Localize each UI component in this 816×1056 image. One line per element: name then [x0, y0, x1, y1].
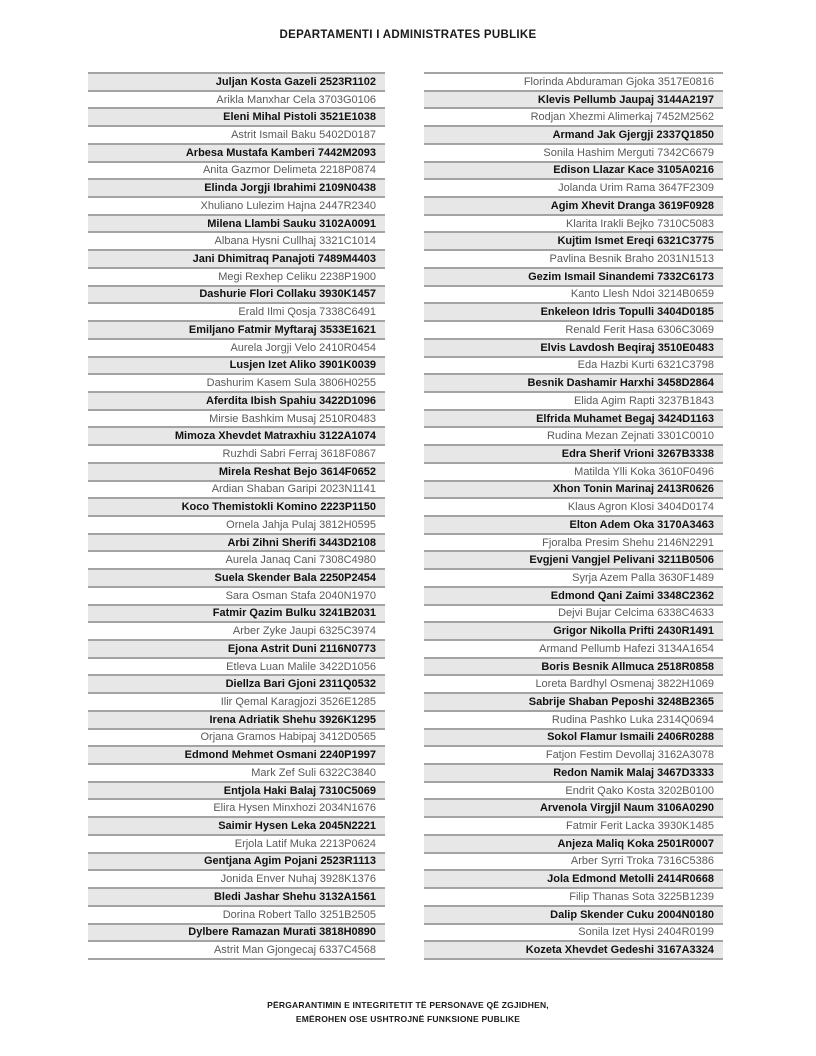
person-entry: Entjola Haki Balaj 7310C5069	[223, 784, 376, 797]
person-entry: Besnik Dashamir Harxhi 3458D2864	[527, 377, 714, 390]
person-entry: Klevis Pellumb Jaupaj 3144A2197	[537, 93, 714, 106]
list-item	[424, 692, 723, 710]
person-entry: Elira Hysen Minxhozi 2034N1676	[213, 802, 376, 815]
footer-line-1: PËRGARANTIMIN E INTEGRITETIT TË PERSONAVE QË ZGJIDHEN,	[267, 1000, 549, 1010]
person-entry: Dashurim Kasem Sula 3806H0255	[206, 377, 376, 390]
person-entry: Gentjana Agim Pojani 2523R1113	[203, 855, 376, 868]
list-item	[88, 692, 385, 710]
list-item	[88, 249, 385, 267]
person-entry: Koco Themistokli Komino 2223P1150	[181, 501, 376, 514]
person-entry: Redon Namik Malaj 3467D3333	[553, 766, 714, 779]
list-item	[88, 940, 385, 958]
person-entry: Arbi Zihni Sherifi 3443D2108	[227, 536, 376, 549]
person-entry: Etleva Luan Malile 3422D1056	[226, 660, 376, 673]
list-item	[424, 267, 723, 285]
person-entry: Sonila Izet Hysi 2404R0199	[578, 926, 714, 939]
person-entry: Armand Pellumb Hafezi 3134A1654	[539, 642, 714, 655]
person-entry: Armand Jak Gjergji 2337Q1850	[552, 129, 714, 142]
list-item	[88, 710, 385, 728]
list-item	[88, 745, 385, 763]
name-list-left-column	[88, 72, 385, 960]
list-item	[424, 728, 723, 746]
list-item	[424, 178, 723, 196]
list-item	[424, 373, 723, 391]
page-footer	[0, 998, 816, 1026]
person-entry: Dejvi Bujar Celcima 6338C4633	[558, 607, 714, 620]
list-item	[424, 462, 723, 480]
list-item	[88, 285, 385, 303]
person-entry: Xhuliano Lulezim Hajna 2447R2340	[200, 199, 376, 212]
person-entry: Edmond Mehmet Osmani 2240P1997	[184, 749, 376, 762]
list-item	[88, 887, 385, 905]
person-entry: Agim Xhevit Dranga 3619F0928	[550, 199, 714, 212]
list-item	[88, 178, 385, 196]
list-item	[424, 302, 723, 320]
person-entry: Kujtim Ismet Ereqi 6321C3775	[557, 235, 714, 248]
list-item	[88, 426, 385, 444]
person-entry: Eda Hazbi Kurti 6321C3798	[577, 359, 714, 372]
list-item	[88, 586, 385, 604]
person-entry: Sabrije Shaban Peposhi 3248B2365	[528, 696, 714, 709]
person-entry: Elinda Jorgji Ibrahimi 2109N0438	[204, 182, 376, 195]
person-entry: Anjeza Maliq Koka 2501R0007	[557, 837, 714, 850]
person-entry: Megi Rexhep Celiku 2238P1900	[218, 270, 376, 283]
list-item	[424, 143, 723, 161]
name-list-right-column	[424, 72, 723, 960]
list-item	[88, 763, 385, 781]
person-entry: Elida Agim Rapti 3237B1843	[573, 394, 714, 407]
list-item	[88, 373, 385, 391]
person-entry: Dorina Robert Tallo 3251B2505	[222, 908, 376, 921]
list-item	[88, 515, 385, 533]
person-entry: Milena Llambi Sauku 3102A0091	[207, 217, 376, 230]
person-entry: Loreta Bardhyl Osmenaj 3822H1069	[535, 678, 714, 691]
list-item	[424, 320, 723, 338]
list-item	[88, 267, 385, 285]
list-item	[424, 214, 723, 232]
person-entry: Erald Ilmi Qosja 7338C6491	[238, 306, 376, 319]
person-entry: Rudina Pashko Luka 2314Q0694	[551, 713, 714, 726]
list-item	[88, 816, 385, 834]
person-entry: Mirela Reshat Bejo 3614F0652	[218, 465, 376, 478]
list-item	[424, 639, 723, 657]
person-entry: Arber Syrri Troka 7316C5386	[570, 855, 714, 868]
person-entry: Aurela Janaq Cani 7308C4980	[225, 554, 376, 567]
list-item	[88, 214, 385, 232]
list-item	[88, 90, 385, 108]
person-entry: Ruzhdi Sabri Ferraj 3618F0867	[222, 447, 376, 460]
person-entry: Mimoza Xhevdet Matraxhiu 3122A1074	[174, 430, 376, 443]
person-entry: Grigor Nikolla Prifti 2430R1491	[553, 625, 714, 638]
person-entry: Edison Llazar Kace 3105A0216	[553, 164, 714, 177]
person-entry: Albana Hysni Cullhaj 3321C1014	[214, 235, 376, 248]
person-entry: Elvis Lavdosh Beqiraj 3510E0483	[540, 341, 714, 354]
person-entry: Arbesa Mustafa Kamberi 7442M2093	[185, 146, 376, 159]
person-entry: Erjola Latif Muka 2213P0624	[234, 837, 376, 850]
person-entry: Ilir Qemal Karagjozi 3526E1285	[220, 696, 376, 709]
person-entry: Boris Besnik Allmuca 2518R0858	[541, 660, 714, 673]
list-item	[88, 674, 385, 692]
person-entry: Rudina Mezan Zejnati 3301C0010	[547, 430, 714, 443]
list-item	[424, 196, 723, 214]
list-item	[424, 798, 723, 816]
list-item	[424, 533, 723, 551]
list-item	[88, 869, 385, 887]
list-item	[88, 728, 385, 746]
person-entry: Pavlina Besnik Braho 2031N1513	[549, 253, 714, 266]
list-item	[88, 550, 385, 568]
list-item	[424, 657, 723, 675]
list-item	[424, 356, 723, 374]
person-entry: Arikla Manxhar Cela 3703G0106	[216, 93, 376, 106]
person-entry: Syrja Azem Palla 3630F1489	[572, 571, 714, 584]
person-entry: Fatmir Qazim Bulku 3241B2031	[212, 607, 376, 620]
list-item	[88, 781, 385, 799]
person-entry: Rodjan Xhezmi Alimerkaj 7452M2562	[530, 111, 714, 124]
list-item	[88, 497, 385, 515]
list-item	[424, 161, 723, 179]
list-item	[88, 834, 385, 852]
list-item	[88, 462, 385, 480]
person-entry: Mark Zef Suli 6322C3840	[251, 766, 376, 779]
list-item	[88, 161, 385, 179]
list-item	[88, 196, 385, 214]
person-entry: Filip Thanas Sota 3225B1239	[569, 890, 714, 903]
list-item	[88, 480, 385, 498]
person-entry: Enkeleon Idris Topulli 3404D0185	[540, 306, 714, 319]
person-entry: Edra Sherif Vrioni 3267B3338	[561, 447, 714, 460]
list-item	[424, 426, 723, 444]
person-entry: Klarita Irakli Bejko 7310C5083	[566, 217, 714, 230]
list-item	[88, 657, 385, 675]
list-item	[424, 621, 723, 639]
person-entry: Irena Adriatik Shehu 3926K1295	[209, 713, 376, 726]
list-item	[424, 285, 723, 303]
list-item	[424, 923, 723, 941]
person-entry: Juljan Kosta Gazeli 2523R1102	[215, 75, 376, 88]
list-item	[88, 338, 385, 356]
person-entry: Saimir Hysen Leka 2045N2221	[218, 820, 376, 833]
person-entry: Florinda Abduraman Gjoka 3517E0816	[523, 75, 714, 88]
list-item	[88, 621, 385, 639]
list-item	[88, 923, 385, 941]
list-item	[424, 905, 723, 923]
person-entry: Gezim Ismail Sinandemi 7332C6173	[528, 270, 714, 283]
person-entry: Sara Osman Stafa 2040N1970	[225, 589, 376, 602]
person-entry: Eleni Mihal Pistoli 3521E1038	[223, 111, 376, 124]
list-item	[424, 480, 723, 498]
person-entry: Suela Skender Bala 2250P2454	[214, 571, 376, 584]
list-item	[424, 338, 723, 356]
list-item	[88, 125, 385, 143]
person-entry: Jani Dhimitraq Panajoti 7489M4403	[192, 253, 376, 266]
list-item	[424, 90, 723, 108]
list-item	[424, 887, 723, 905]
person-entry: Orjana Gramos Habipaj 3412D0565	[200, 731, 376, 744]
list-item	[88, 604, 385, 622]
person-entry: Edmond Qani Zaimi 3348C2362	[550, 589, 714, 602]
list-item	[424, 249, 723, 267]
person-entry: Fjoralba Presim Shehu 2146N2291	[542, 536, 714, 549]
list-item	[88, 905, 385, 923]
list-item	[424, 568, 723, 586]
list-item	[424, 515, 723, 533]
list-item	[424, 763, 723, 781]
list-item	[88, 107, 385, 125]
person-entry: Arvenola Virgjil Naum 3106A0290	[539, 802, 714, 815]
list-item	[424, 834, 723, 852]
person-entry: Astrit Ismail Baku 5402D0187	[231, 129, 376, 142]
person-entry: Dashurie Flori Collaku 3930K1457	[199, 288, 376, 301]
person-entry: Matilda Ylli Koka 3610F0496	[574, 465, 714, 478]
list-item	[88, 72, 385, 90]
person-entry: Renald Ferit Hasa 6306C3069	[565, 323, 714, 336]
list-item	[424, 710, 723, 728]
list-item	[424, 497, 723, 515]
list-item	[424, 107, 723, 125]
person-entry: Evgjeni Vangjel Pelivani 3211B0506	[529, 554, 714, 567]
person-entry: Fatmir Ferit Lacka 3930K1485	[566, 820, 714, 833]
list-item	[88, 639, 385, 657]
list-item	[88, 143, 385, 161]
list-item	[424, 72, 723, 90]
list-item	[424, 391, 723, 409]
list-item	[88, 533, 385, 551]
person-entry: Fatjon Festim Devollaj 3162A3078	[545, 749, 714, 762]
person-entry: Sonila Hashim Merguti 7342C6679	[543, 146, 714, 159]
person-entry: Kozeta Xhevdet Gedeshi 3167A3324	[525, 944, 714, 957]
list-item	[88, 231, 385, 249]
person-entry: Emiljano Fatmir Myftaraj 3533E1621	[188, 323, 376, 336]
list-item	[88, 852, 385, 870]
person-entry: Bledi Jashar Shehu 3132A1561	[213, 890, 376, 903]
person-entry: Jolanda Urim Rama 3647F2309	[558, 182, 714, 195]
list-item	[424, 550, 723, 568]
person-entry: Kanto Llesh Ndoi 3214B0659	[570, 288, 714, 301]
list-item	[424, 586, 723, 604]
person-entry: Jonida Enver Nuhaj 3928K1376	[220, 873, 376, 886]
list-item	[88, 444, 385, 462]
list-item	[424, 852, 723, 870]
list-item	[424, 745, 723, 763]
person-entry: Diellza Bari Gjoni 2311Q0532	[225, 678, 376, 691]
person-entry: Sokol Flamur Ismaili 2406R0288	[547, 731, 714, 744]
list-item	[424, 781, 723, 799]
list-item	[88, 798, 385, 816]
list-item	[424, 940, 723, 958]
person-entry: Klaus Agron Klosi 3404D0174	[567, 501, 714, 514]
person-entry: Aurela Jorgji Velo 2410R0454	[230, 341, 376, 354]
list-item	[88, 302, 385, 320]
person-entry: Ornela Jahja Pulaj 3812H0595	[226, 518, 376, 531]
list-item	[424, 125, 723, 143]
person-entry: Xhon Tonin Marinaj 2413R0626	[552, 483, 714, 496]
person-entry: Jola Edmond Metolli 2414R0668	[547, 873, 714, 886]
footer-line-2: EMËROHEN OSE USHTROJNË FUNKSIONE PUBLIKE	[295, 1014, 521, 1024]
list-item	[424, 604, 723, 622]
person-entry: Dylbere Ramazan Murati 3818H0890	[188, 926, 376, 939]
list-item	[88, 391, 385, 409]
list-item	[88, 568, 385, 586]
person-entry: Aferdita Ibish Spahiu 3422D1096	[206, 394, 376, 407]
list-item	[424, 444, 723, 462]
person-entry: Anita Gazmor Delimeta 2218P0874	[202, 164, 376, 177]
person-entry: Elton Adem Oka 3170A3463	[569, 518, 714, 531]
person-entry: Dalip Skender Cuku 2004N0180	[550, 908, 714, 921]
person-entry: Ardian Shaban Garipi 2023N1141	[211, 483, 376, 496]
page-title: DEPARTAMENTI I ADMINISTRATES PUBLIKE	[279, 29, 537, 41]
list-item	[88, 356, 385, 374]
person-entry: Endrit Qako Kosta 3202B0100	[565, 784, 714, 797]
list-item	[424, 869, 723, 887]
person-entry: Elfrida Muhamet Begaj 3424D1163	[536, 412, 714, 425]
person-entry: Arber Zyke Jaupi 6325C3974	[232, 625, 376, 638]
person-entry: Astrit Man Gjongecaj 6337C4568	[213, 944, 376, 957]
list-item	[88, 409, 385, 427]
list-item	[424, 231, 723, 249]
list-item	[424, 409, 723, 427]
list-item	[424, 674, 723, 692]
list-item	[88, 320, 385, 338]
person-entry: Lusjen Izet Aliko 3901K0039	[229, 359, 376, 372]
person-entry: Ejona Astrit Duni 2116N0773	[227, 642, 376, 655]
list-item	[424, 816, 723, 834]
person-entry: Mirsie Bashkim Musaj 2510R0483	[209, 412, 376, 425]
